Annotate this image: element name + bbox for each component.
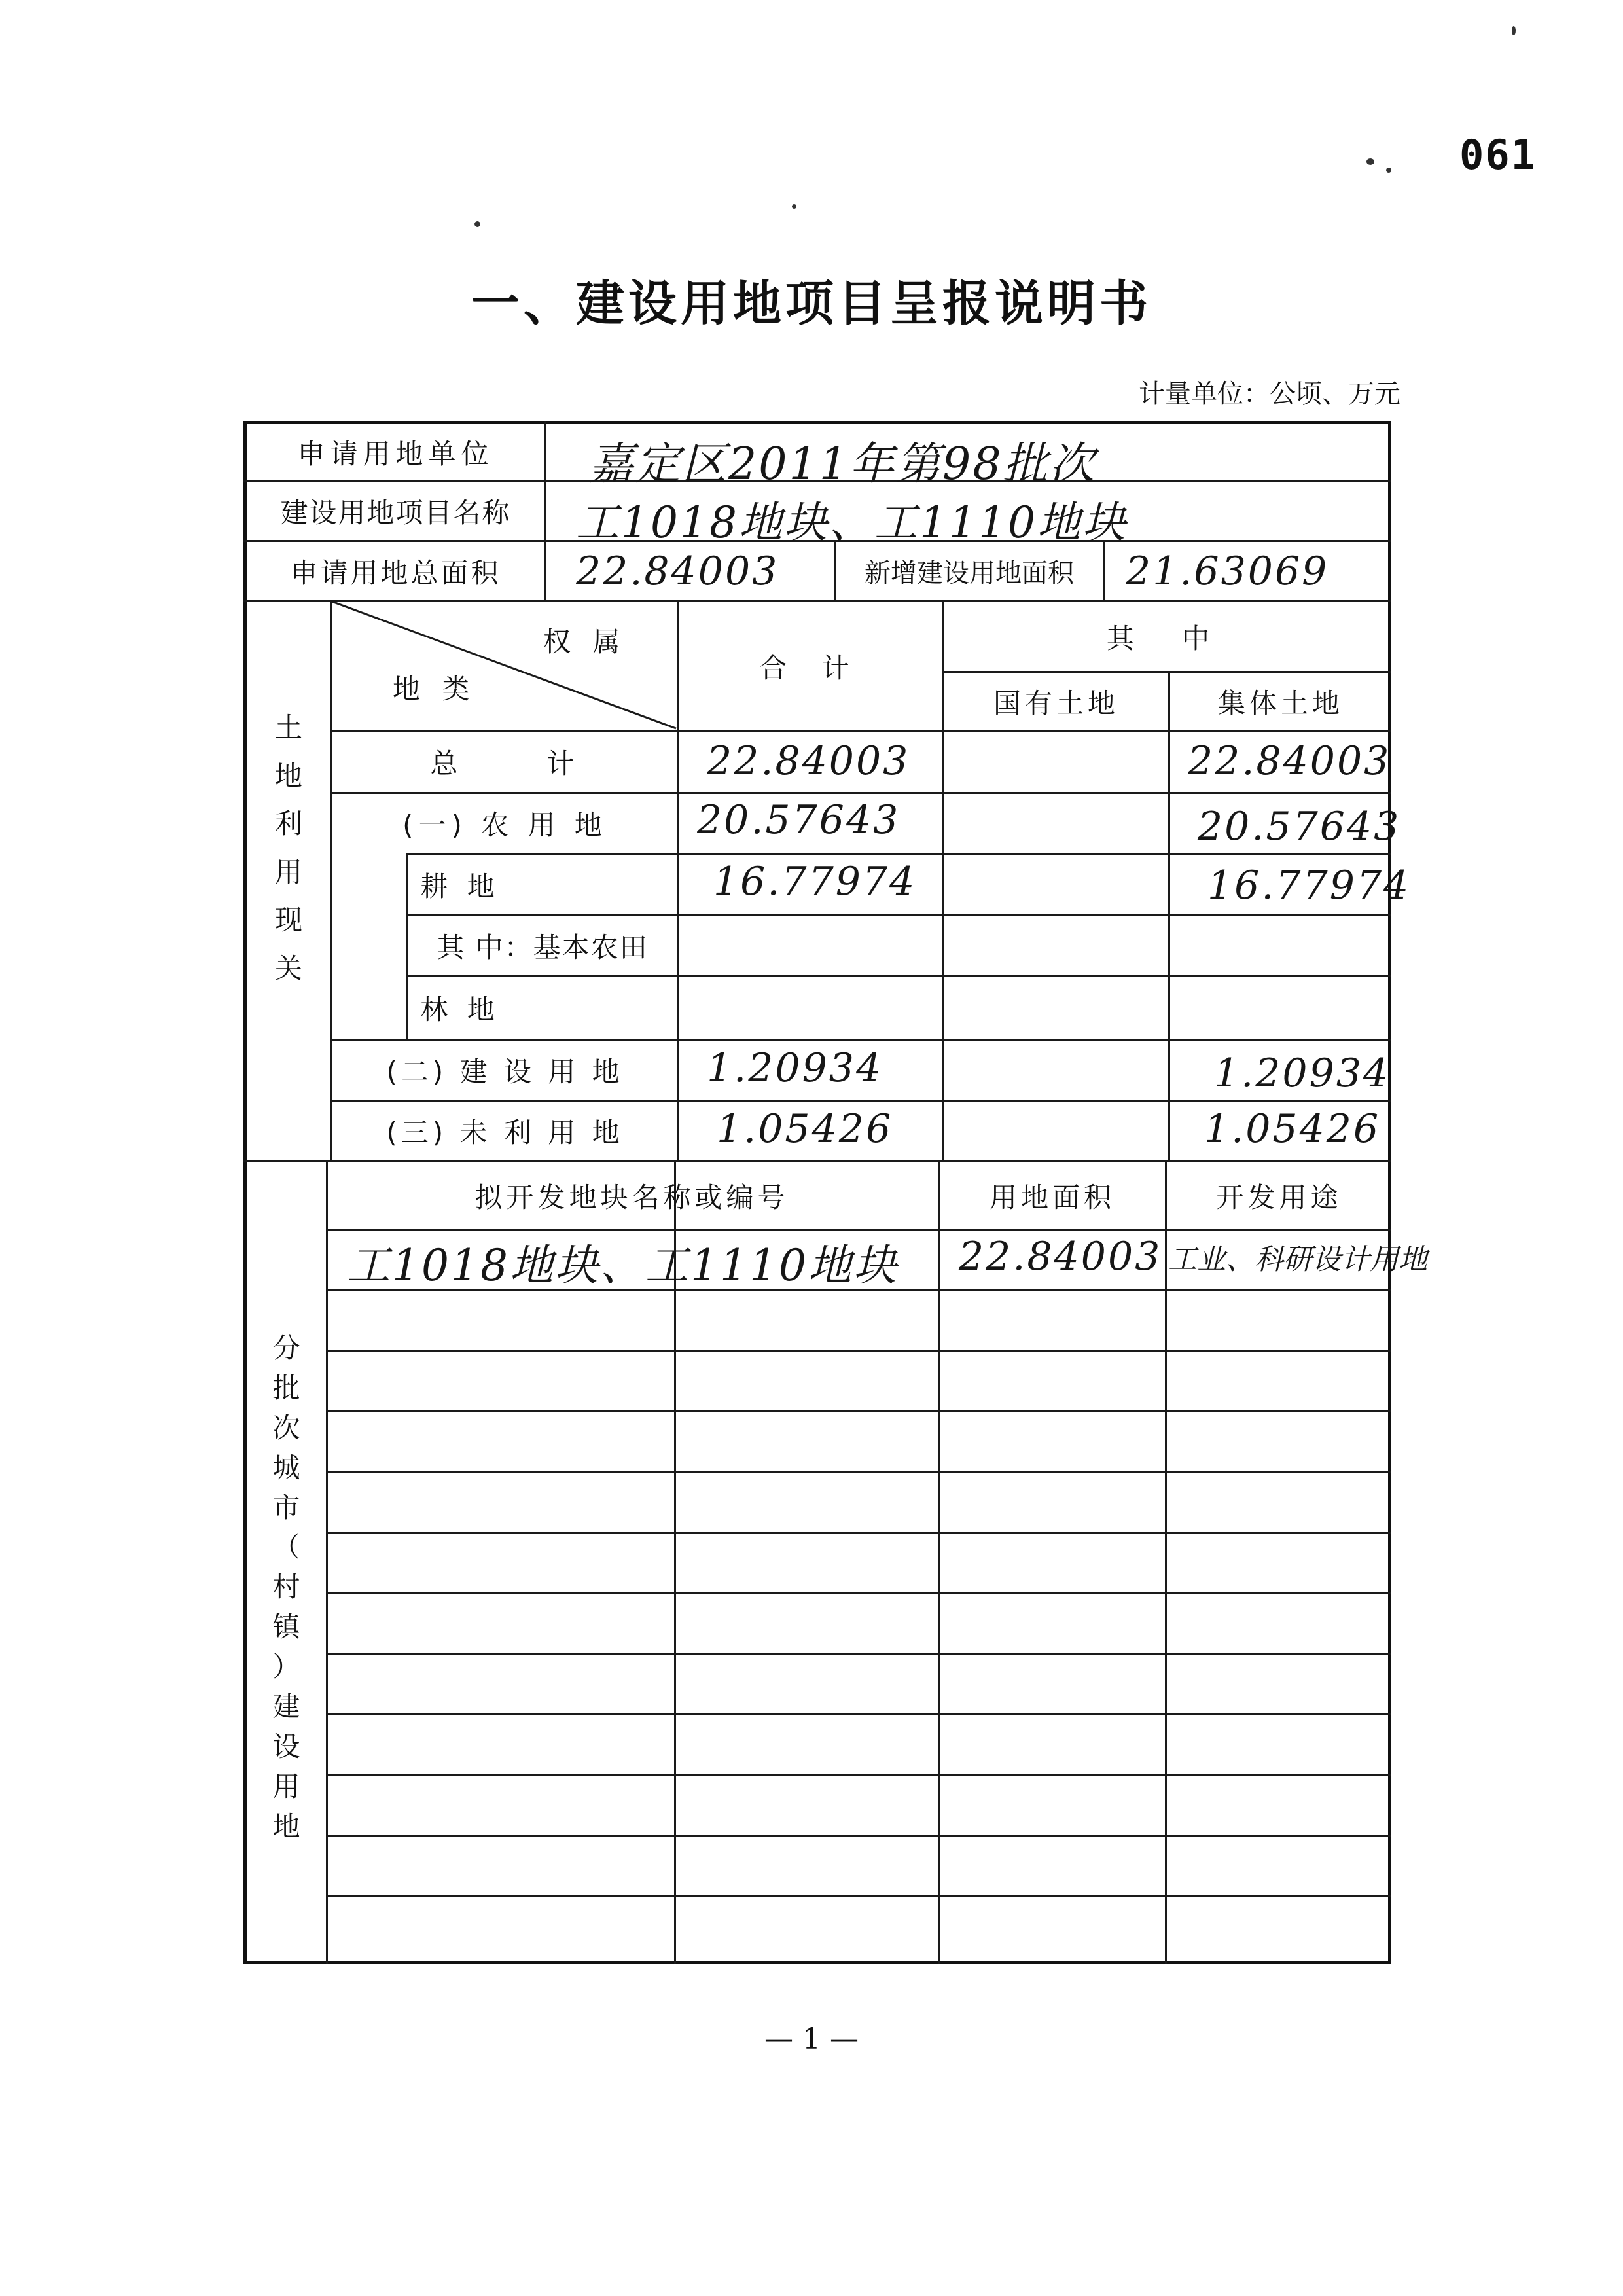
project-value: 工1018地块、工1110地块 — [576, 497, 1128, 548]
col-plot-area-header: 用地面积 — [989, 1181, 1115, 1213]
page-footer: — 1 — — [764, 2022, 859, 2056]
section-char: ） — [272, 1651, 300, 1683]
project-label: 建设用地项目名称 — [280, 496, 511, 529]
col-divider — [1168, 671, 1170, 1160]
plot-use-value: 工业、科研设计用地 — [1168, 1243, 1427, 1276]
col-plot-use-header: 开发用途 — [1216, 1181, 1342, 1213]
col-divider — [544, 421, 546, 600]
section-char: 土 — [274, 711, 302, 744]
document-title: 一、建设用地项目呈报说明书 — [471, 276, 1152, 332]
unused-collective: 1.05426 — [1204, 1106, 1381, 1152]
scan-speck — [474, 221, 480, 227]
total-area-label: 申请用地总面积 — [290, 556, 501, 589]
col-divider — [938, 1160, 940, 1964]
construction-total: 1.20934 — [707, 1045, 883, 1091]
row-divider — [406, 853, 1391, 855]
total-row-total: 22.84003 — [707, 738, 910, 784]
applicant-label: 申请用地单位 — [297, 437, 494, 470]
col-divider — [326, 1160, 328, 1964]
section-char: 设 — [272, 1730, 300, 1763]
section-char: 批 — [272, 1371, 300, 1404]
section-char: 次 — [272, 1411, 300, 1444]
row-divider — [326, 1835, 1391, 1837]
row-label-agricultural: (一) 农 用 地 — [402, 809, 607, 841]
row-divider — [326, 1653, 1391, 1655]
section-char: 分 — [272, 1332, 300, 1364]
section-char: 城 — [272, 1451, 300, 1484]
plot-name-value: 工1018地块、工1110地块 — [347, 1240, 899, 1291]
section-char: 镇 — [272, 1611, 300, 1643]
section-char: 地 — [272, 1810, 300, 1842]
land-use-section-label — [247, 704, 330, 992]
applicant-value: 嘉定区2011年第98批次 — [589, 439, 1096, 490]
row-label-unused: (三) 未 利 用 地 — [386, 1117, 624, 1149]
row-label-forest: 林 地 — [420, 994, 500, 1026]
diag-top-label: 权 属 — [543, 626, 627, 658]
row-divider — [406, 975, 1391, 977]
new-area-label: 新增建设用地面积 — [865, 558, 1074, 588]
total-row-collective: 22.84003 — [1188, 738, 1391, 784]
batch-section-label — [247, 1329, 326, 1847]
unused-total: 1.05426 — [717, 1106, 893, 1152]
cultivated-collective: 16.77974 — [1207, 863, 1411, 908]
row-divider — [326, 1895, 1391, 1897]
section-char: 地 — [274, 759, 302, 792]
col-collective-header: 集体土地 — [1217, 687, 1344, 719]
scan-speck — [1366, 158, 1374, 165]
agricultural-collective: 20.57643 — [1198, 804, 1401, 850]
row-divider — [326, 1713, 1391, 1715]
scan-speck — [1512, 26, 1516, 35]
page-number-top: 061 — [1459, 131, 1537, 179]
col-state-header: 国有土地 — [993, 687, 1119, 719]
row-divider — [326, 1410, 1391, 1412]
scan-speck — [792, 204, 796, 209]
row-label-basic-farmland: 其 中：基本农田 — [437, 931, 649, 963]
row-divider — [326, 1350, 1391, 1352]
col-total-header: 合 计 — [759, 651, 863, 684]
section-char: （ — [272, 1531, 300, 1564]
row-label-cultivated: 耕 地 — [420, 870, 500, 903]
cultivated-total: 16.77974 — [713, 859, 917, 905]
section-char: 用 — [274, 855, 302, 888]
col-plot-name-header: 拟开发地块名称或编号 — [474, 1181, 789, 1213]
agricultural-total: 20.57643 — [697, 797, 901, 843]
section-char: 建 — [272, 1691, 300, 1723]
row-divider — [326, 1774, 1391, 1776]
row-label-total: 总 计 — [430, 747, 580, 780]
section-char: 现 — [274, 904, 302, 936]
section-char: 村 — [272, 1571, 300, 1604]
unit-note: 计量单位：公顷、万元 — [1139, 379, 1400, 409]
row-divider — [326, 1532, 1391, 1534]
col-divider — [1165, 1160, 1167, 1964]
row-divider — [326, 1592, 1391, 1594]
row-divider — [326, 1471, 1391, 1473]
diagonal-header-line — [330, 600, 677, 730]
new-area-value: 21.63069 — [1126, 548, 1329, 594]
diag-bottom-label: 地 类 — [393, 673, 476, 705]
section-char: 用 — [272, 1770, 300, 1803]
construction-collective: 1.20934 — [1214, 1050, 1391, 1096]
section-char: 利 — [274, 808, 302, 840]
col-of-which-header: 其 中 — [1106, 622, 1230, 655]
total-area-value: 22.84003 — [576, 548, 779, 594]
section-char: 市 — [272, 1491, 300, 1524]
section-char: 关 — [274, 952, 302, 984]
row-label-construction: (二) 建 设 用 地 — [386, 1056, 624, 1088]
scan-speck — [1386, 168, 1391, 173]
plot-area-value: 22.84003 — [959, 1234, 1162, 1280]
